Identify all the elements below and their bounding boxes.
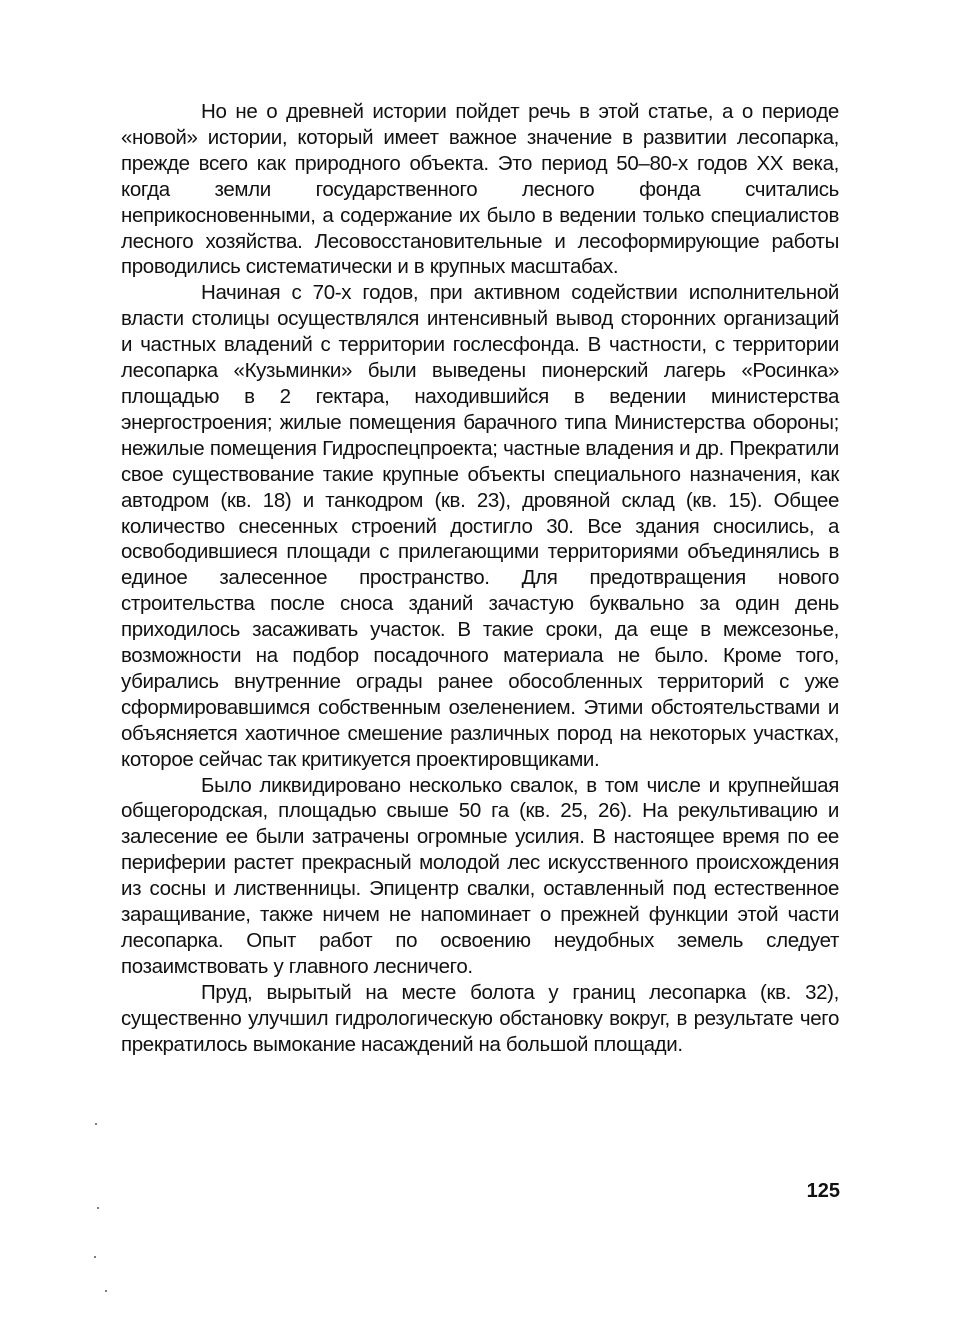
paragraph-3: Было ликвидировано несколько свалок, в том числе и крупнейшая общегородская, площадью свыше 50 га (кв. 25, 26). На рекультивацию и залесение ее были затрачены огромные усилия. В настоящее время по ее периферии растет прекрасный молодой лес искусственного происхождения из сосны и лиственницы. Эпицентр свалки, оставленный под естественное заращивание, также ничем не напоминает о прежней функции этой части лесопарка. Опыт работ по освоению неудобных земель следует позаимствовать у главного лесничего. <box>121 773 839 978</box>
scan-speck <box>95 1123 97 1125</box>
paragraph-2: Начиная с 70-х годов, при активном содействии исполнительной власти столицы осуществлялся интенсивный вывод сторонних организаций и частных владений с территории гослесфонда. В частности, с территории лесопарка «Кузьминки» были выведены пионерский лагерь «Росинка» площадью в 2 гектара, находившийся в ведении министерства энергостроения; жилые помещения барачного типа Министерства обороны; нежилые помещения Гидроспецпроекта; частные владения и др. Прекратили свое существование такие крупные объекты специального назначения, как автодром (кв. 18) и танкодром (кв. 23), дровяной склад (кв. 15). Общее количество снесенных строений достигло 30. Все здания сносились, а освободившиеся площади с прилегающими территориями объединялись в единое залесенное пространство. Для предотвращения нового строительства после сноса зданий зачастую буквально за один день приходилось засаживать участок. В такие сроки, да еще в межсезонье, возможности на подбор посадочного материала не было. Кроме того, убирались внутренние ограды ранее обособленных территорий с уже сформировавшимся собственным озеленением. Этими обстоятельствами и объясняется хаотичное смешение различных пород на некоторых участках, которое сейчас так критикуется проектировщиками. <box>121 281 839 771</box>
page-number: 125 <box>806 1180 840 1202</box>
scan-speck <box>94 1256 96 1258</box>
paragraph-4: Пруд, вырытый на месте болота у границ лесопарка (кв. 32), существенно улучшил гидрологическую обстановку вокруг, в результате чего прекратилось вымокание насаждений на большой площади. <box>121 980 839 1056</box>
scan-speck <box>97 1207 99 1209</box>
body-text <box>121 99 839 1058</box>
scan-speck <box>105 1290 107 1292</box>
paragraph-1: Но не о древней истории пойдет речь в этой статье, а о периоде «новой» истории, который имеет важное значение в развитии лесопарка, прежде всего как природного объекта. Это период 50–80-х годов XX века, когда земли государственного лесного фонда считались неприкосновенными, а содержание их было в ведении только специалистов лесного хозяйства. Лесовосстановительные и лесоформирующие работы проводились систематически и в крупных масштабах. <box>121 100 839 279</box>
